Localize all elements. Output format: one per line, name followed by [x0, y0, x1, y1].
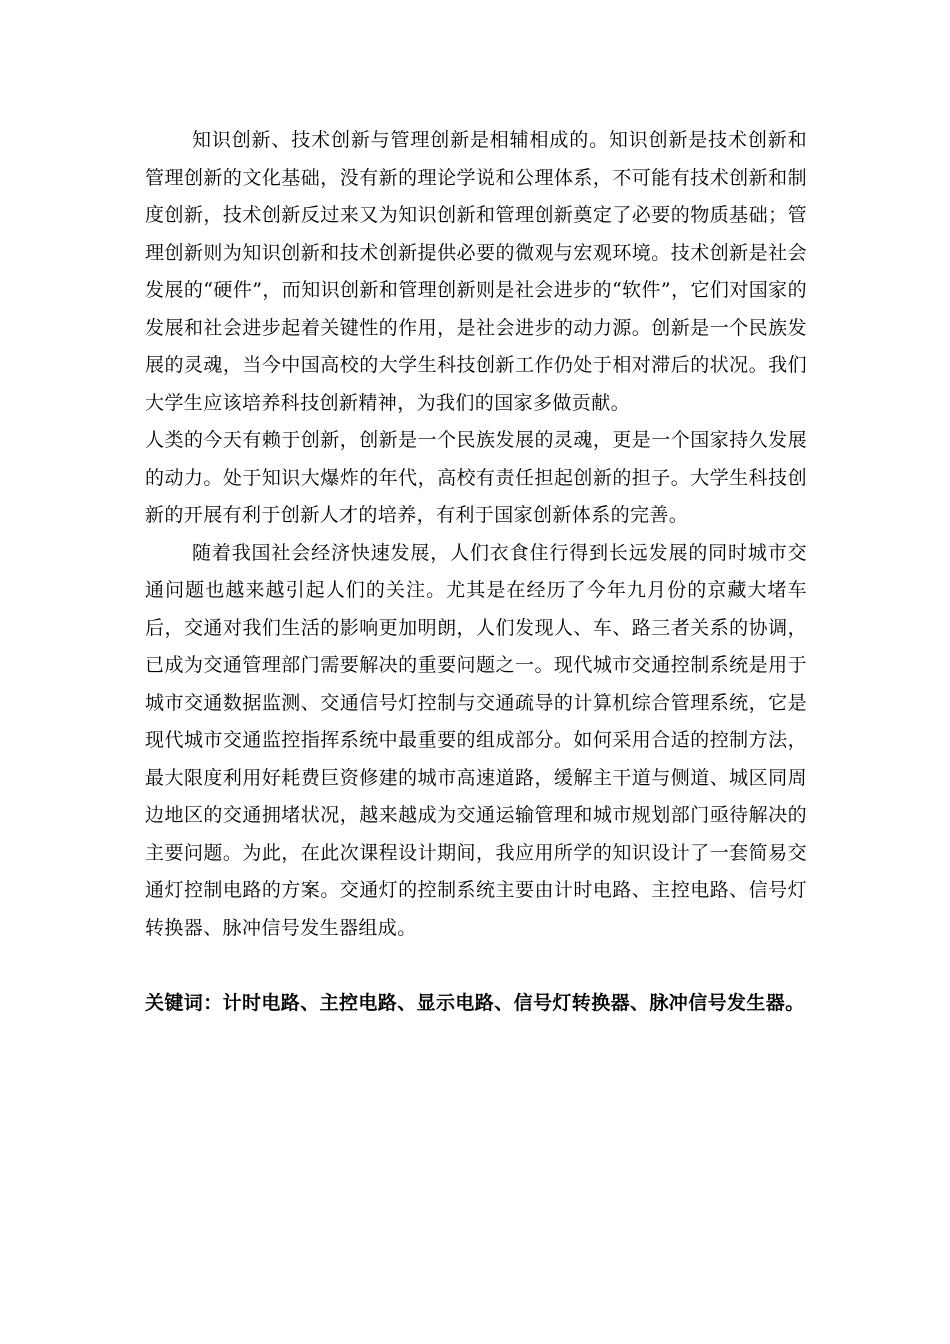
paragraph-innovation: 知识创新、技术创新与管理创新是相辅相成的。知识创新是技术创新和管理创新的文化基础，没有新的理论学说和公理体系，不可能有技术创新和制度创新，技术创新反过来又为知识创新和管理创新奠定了必要的物质基础；管理创新则为知识创新和技术创新提供必要的微观与宏观环境。技术创新是社会发展的“硬件”，而知识创新和管理创新则是社会进步的“软件”，它们对国家的发展和社会进步起着关键性的作用，是社会进步的动力源。创新是一个民族发展的灵魂，当今中国高校的大学生科技创新工作仍处于相对滞后的状况。我们大学生应该培养科技创新精神，为我们的国家多做贡献。 [145, 129, 807, 414]
keywords-line: 关键词：计时电路、主控电路、显示电路、信号灯转换器、脉冲信号发生器。 [145, 992, 805, 1014]
document-body [145, 122, 807, 1023]
paragraph-traffic-control: 随着我国社会经济快速发展，人们衣食住行得到长远发展的同时城市交通问题也越来越引起人们的关注。尤其是在经历了今年九月份的京藏大堵车后，交通对我们生活的影响更加明朗，人们发现人、车、路三者关系的协调，已成为交通管理部门需要解决的重要问题之一。现代城市交通控制系统是用于城市交通数据监测、交通信号灯控制与交通疏导的计算机综合管理系统，它是现代城市交通监控指挥系统中最重要的组成部分。如何采用合适的控制方法，最大限度利用好耗费巨资修建的城市高速道路，缓解主干道与侧道、城区同周边地区的交通拥堵状况，越来越成为交通运输管理和城市规划部门亟待解决的主要问题。为此，在此次课程设计期间，我应用所学的知识设计了一套简易交通灯控制电路的方案。交通灯的控制系统主要由计时电路、主控电路、信号灯转换器、脉冲信号发生器组成。 [145, 541, 807, 939]
paragraph-human-progress: 人类的今天有赖于创新，创新是一个民族发展的灵魂，更是一个国家持久发展的动力。处于知识大爆炸的年代，高校有责任担起创新的担子。大学生科技创新的开展有利于创新人才的培养，有利于国家创新体系的完善。 [145, 429, 807, 526]
